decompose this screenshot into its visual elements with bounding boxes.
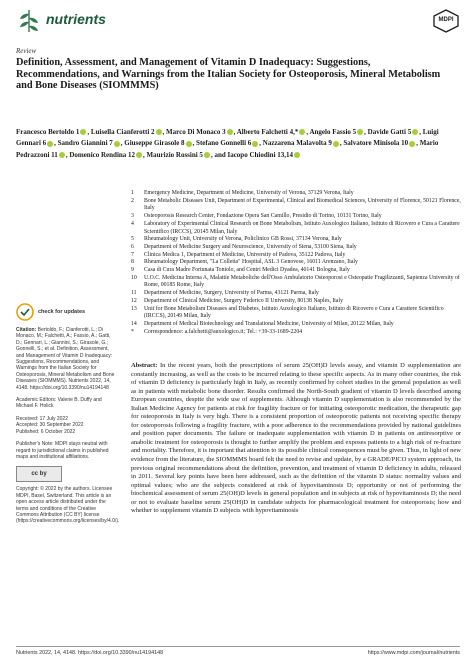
affiliation-text: Department of Medicine Surgery and Neuroscience, University of Siena, 53100 Siena, Italy — [144, 243, 357, 250]
affiliation-number: 2 — [131, 197, 134, 204]
affiliation-item — [131, 236, 461, 244]
copyright-text: Copyright: © 2022 by the authors. Licensee MDPI, Basel, Switzerland. This article is an open access article distributed under the terms and conditions of the Creative Commons Attribution (CC BY) license (https://creativecommons.org/licenses/by/4.0/). — [16, 486, 120, 525]
affiliation-text: Casa di Cura Madre Fortunata Toniolo, and Centri Medici Dyadea, 40141 Bologna, Italy — [144, 267, 350, 274]
author-name: Domenico Rendina 12 — [69, 150, 136, 159]
orcid-icon[interactable] — [412, 129, 418, 135]
orcid-icon[interactable] — [409, 141, 415, 147]
affiliation-number: 11 — [131, 290, 137, 297]
affiliation-text: Unit for Bone Metabolism Diseases and Diabetes, Istituto Auxologico Italiano, Istituto di Ricovero e Cura a Carattere Scientifico (IRCCS), 20149 Milan, Italy — [144, 305, 444, 320]
affiliation-text: Bone Metabolic Diseases Unit, Department of Experimental, Clinical and Biomedical Sciences, University of Florence, 50121 Florence, Italy — [144, 197, 461, 212]
affiliation-text: U.O.C. Medicina Interna A, Malattie Metaboliche dell'Osso Ambulatorio Osteoporosi e Osteopatie Fragilizzanti, Sapienza University of Rome, 00185 Rome, Italy — [144, 274, 460, 289]
citation-text: Bertoldo, F.; Cianferotti, L.; Di Monaco, M.; Falchetti, A.; Fassio, A.; Gatti, D.; Gennari, L.; Giannini, S.; Girasole, G.; Gonnelli, S.; et al. Definition, Assessment, and Management of Vitamin D Inadequacy: Suggestions, Recommendations, and Warnings from the Italian Society for Osteoporosis, Mineral Metabolism and Bone Diseases (SIOMMMS). Nutrients 2022, 14, 4148. https://doi.org/10.3390/nu14194148 — [16, 327, 115, 391]
affiliation-item — [131, 267, 461, 275]
orcid-icon[interactable] — [294, 152, 300, 158]
affiliation-text: Rheumatology Unit, University of Verona, Policlinico GB Rossi, 37134 Verona, Italy — [144, 236, 342, 243]
affiliation-number: 12 — [131, 297, 137, 304]
mdpi-logo — [432, 9, 460, 33]
affiliation-text: Correspondence: a.falchetti@auxologico.it; Tel.: +39-33-1689-2204 — [144, 328, 303, 335]
affiliation-number: * — [131, 328, 134, 335]
affiliation-number: 4 — [131, 220, 134, 227]
affiliation-number: 8 — [131, 259, 134, 266]
journal-logo — [16, 8, 106, 34]
footer-divider — [16, 646, 460, 647]
author-name: Giuseppe Girasole 8 — [124, 139, 185, 148]
orcid-icon[interactable] — [136, 152, 142, 158]
affiliation-item — [131, 290, 461, 298]
received-date: Received: 17 July 2022 — [16, 415, 68, 422]
check-updates-label: check for updates — [38, 309, 86, 315]
orcid-icon[interactable] — [59, 152, 65, 158]
orcid-icon[interactable] — [299, 129, 305, 135]
affiliation-number: 14 — [131, 320, 137, 327]
article-title: Definition, Assessment, and Management of Vitamin D Inadequacy: Suggestions, Recommendations, and Warnings from the Italian Society for Osteoporosis, Mineral Metabolism and Bone Diseases (SIOMMMS) — [16, 57, 441, 92]
affiliation-number: 9 — [131, 267, 134, 274]
author-name: Davide Gatti 5 — [367, 128, 412, 136]
author-name: Luisella Cianferotti 2 — [90, 128, 155, 136]
orcid-icon[interactable] — [80, 129, 86, 135]
article-info-sidebar — [16, 303, 120, 525]
affiliation-number: 1 — [131, 190, 134, 196]
affiliation-text: Laboratory of Experimental Clinical Research on Bone Metabolism, Istituto Auxologico Italiano, Istituto di Ricovero e Cura a Carattere Scientifico (IRCCS), 20145 Milan, Italy — [144, 220, 460, 235]
check-updates-icon — [16, 303, 34, 321]
author-name: Sandro Giannini 7 — [57, 139, 113, 148]
citation-block — [16, 327, 116, 391]
abstract — [131, 362, 461, 516]
affiliation-number: 13 — [131, 305, 137, 312]
footer-journal-url[interactable]: https://www.mdpi.com/journal/nutrients — [367, 650, 460, 656]
author-name: Francesco Bertoldo 1 — [16, 128, 80, 136]
author-name: Nazzarena Malavolta 9 — [262, 139, 332, 148]
author-name: Angelo Fassio 5 — [309, 128, 357, 136]
author-list: Francesco Bertoldo 1 , Luisella Cianferotti 2 , Marco Di Monaco 3 , Alberto Falchetti 4,* , Angelo Fassio 5 , Davide Gatti 5 , Luigi Gennari 6 , Sandro Giannini 7 , Giuseppe Girasole 8 , Stefano Gonnelli 6 , Nazzarena Malavolta 9 , Salvatore Minisola 10 , Mario Pedrazzoni 11 , Domenico Rendina 12 , Maurizio Rossini 5 , and Iacopo Chiodini 13,14 — [16, 128, 439, 159]
affiliation-number: 10 — [131, 274, 137, 281]
affiliation-item — [131, 190, 461, 198]
affiliation-item — [131, 275, 461, 290]
affiliation-item — [131, 198, 461, 213]
affiliation-item — [131, 244, 461, 252]
footer-citation: Nutrients 2022, 14, 4148. https://doi.org/10.3390/nu14194148 — [16, 650, 164, 656]
affiliation-item — [131, 221, 461, 236]
affiliation-item — [131, 213, 461, 221]
affiliation-text: Rheumatology Department, "La Colletta" Hospital, ASL 3 Genovese, 16011 Arenzano, Italy — [144, 259, 358, 266]
author-name: Maurizio Rossini 5 — [146, 150, 203, 159]
affiliation-text: Osteoporosis Research Center, Fondazione Opera San Camillo, Presidio di Torino, 10131 Torino, Italy — [144, 213, 382, 220]
citation-label: Citation: — [16, 327, 37, 333]
affiliation-number: 3 — [131, 213, 134, 220]
affiliation-text: Department of Medicine, Surgery, University of Parma, 43121 Parma, Italy — [144, 290, 319, 297]
affiliation-number: 5 — [131, 236, 134, 243]
author-name: Luigi Gennari 6 — [16, 128, 439, 148]
article-type: Review — [16, 47, 37, 55]
affiliation-number: 6 — [131, 243, 134, 250]
affiliation-text: Emergency Medicine, Department of Medicine, University of Verona, 37129 Verona, Italy — [144, 190, 354, 196]
author-name: Stefano Gonnelli 6 — [196, 139, 252, 148]
orcid-icon[interactable] — [114, 141, 120, 147]
abstract-text: In the recent years, both the prescriptions of serum 25(OH)D levels assay, and vitamin D supplementation are constantly increasing, as well as the costs to be incurred relating to these specific aspects. As in many other countries, the risk of vitamin D deficiency is particularly high in Italy, as recently confirmed by cohort studies in the general population as well as in patients with metabolic bone disorder. Results confirmed the North-South gradient of vitamin D levels described among European countries, despite the wide use of supplements. Although vitamin D supplementation is also recommended by the Italian Medicine Agency for patients at risk for fragility fracture or for initiating osteoporotic medication, the therapeutic gap for osteoporosis in Italy is very high. There is a consistent proportion of osteoporotic patients not receiving specific therapy for osteoporosis following a fragility fracture, with a poor adherence to the recommendations provided by national guidelines and position paper documents. The failure or inadequate supplementation with vitamin D in patients on antiresorptive or anabolic treatment for osteoporosis is thought to further amplify the problem and exposes patients to a high risk of re-fracture and mortality. Therefore, it is important that attention to its possible clinical consequences must be given. Thus, in light of new evidence from the literature, the SIOMMMS board felt the need to revise and update, by a GRADE/PICO system approach, its previous original recommendations about the definition, prevention, and treatment of vitamin D deficiency in adults, released in 2011. Several key points have been here addressed, such as the definition of the vitamin D status: normality values and optimal values; who are the subjects considered at risk of hypovitaminosis D; opportunity or not of performing the biochemical assessment of serum 25(OH)D levels in general population and in subjects at risk of hypovitaminosis D; the need or not to evaluate baseline serum 25(OH)D in candidate subjects for pharmacological treatment for osteoporosis; how and whether to supplement vitamin D subjects with hypovitaminosis — [131, 362, 462, 515]
orcid-icon[interactable] — [156, 129, 162, 135]
affiliation-item — [131, 252, 461, 260]
orcid-icon[interactable] — [186, 141, 192, 147]
journal-header — [16, 8, 460, 34]
affiliation-item — [131, 321, 461, 329]
affiliation-text: Department of Clinical Medicine, Surgery Federico II University, 80138 Naples, Italy — [144, 297, 343, 304]
academic-editors: Academic Editors: Valerie B. Duffy and Michael F. Holick — [16, 397, 102, 410]
author-name: Salvatore Minisola 10 — [343, 139, 409, 148]
check-updates-badge[interactable] — [16, 303, 116, 321]
leaf-icon — [16, 8, 42, 34]
affiliation-item — [131, 259, 461, 267]
author-name: and Iacopo Chiodini 13,14 — [214, 150, 294, 159]
journal-name: nutrients — [46, 11, 106, 27]
publisher-note: Publisher's Note: MDPI stays neutral with regard to jurisdictional claims in published maps and institutional affiliations. — [16, 441, 109, 460]
orcid-icon[interactable] — [333, 141, 339, 147]
orcid-icon[interactable] — [357, 129, 363, 135]
affiliation-text: Department of Medical Biotechnology and Translational Medicine, University of Milan, 20122 Milan, Italy — [144, 320, 394, 327]
affiliation-item — [131, 306, 461, 321]
accepted-date: Accepted: 30 September 2022 — [16, 422, 84, 429]
abstract-label: Abstract: — [131, 362, 158, 369]
affiliation-number: 7 — [131, 251, 134, 258]
cc-by-badge[interactable]: cc by — [16, 466, 62, 482]
affiliation-item — [131, 298, 461, 306]
orcid-icon[interactable] — [252, 141, 258, 147]
author-name: Marco Di Monaco 3 — [166, 128, 226, 136]
author-name: Alberto Falchetti 4,* — [236, 128, 299, 136]
published-date: Published: 6 October 2022 — [16, 428, 76, 435]
publisher-name: MDPI — [438, 17, 454, 23]
author-name: Mario Pedrazzoni 11 — [16, 139, 439, 159]
orcid-icon[interactable] — [227, 129, 233, 135]
affiliation-text: Clinica Medica 1, Department of Medicine, University of Padova, 35122 Padova, Italy — [144, 251, 346, 258]
orcid-icon[interactable] — [204, 152, 210, 158]
orcid-icon[interactable] — [47, 141, 53, 147]
affiliation-list — [131, 190, 461, 336]
affiliation-item — [131, 329, 461, 337]
